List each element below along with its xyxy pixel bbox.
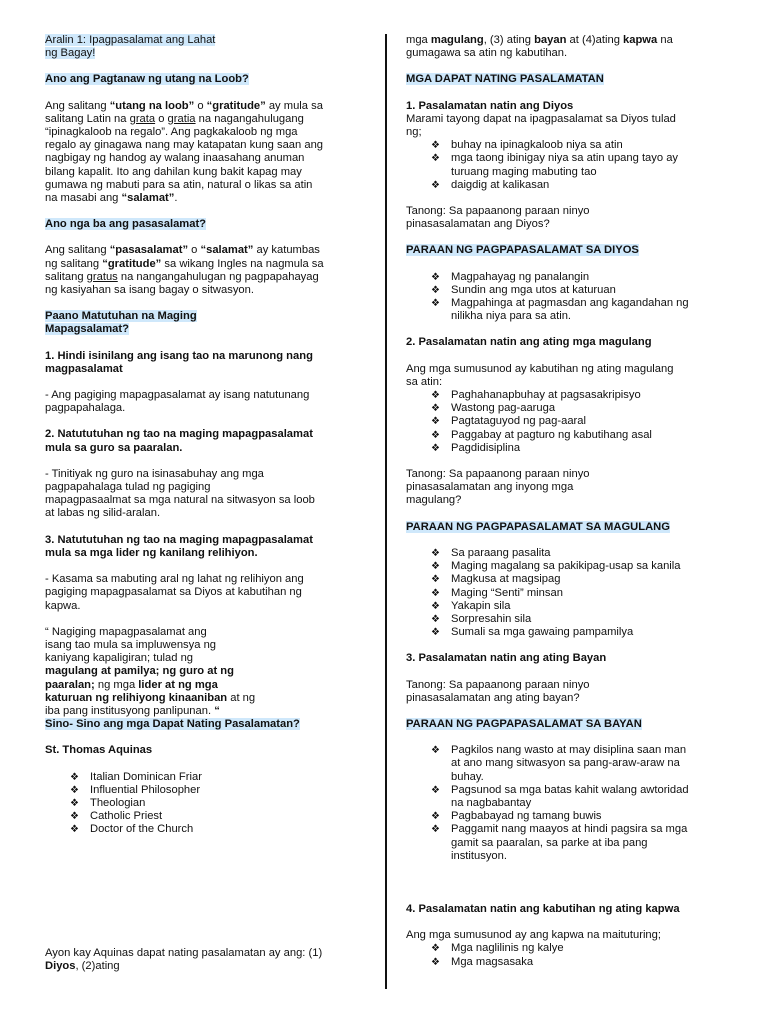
list-item: ❖ Influential Philosopher	[70, 783, 201, 796]
bullet-icon: ❖	[70, 784, 79, 796]
list-item: ❖ Paggamit nang maayos at hindi pagsira sa mga gamit sa paaralan, sa parke at iba pang institusyon.	[431, 823, 688, 862]
section-title: MGA DAPAT NATING PASALAMATAN	[406, 73, 604, 86]
list-item: ❖ Pagsunod sa mga batas kahit walang awtoridad na nagbabantay	[431, 783, 689, 809]
list-item: ❖ Magpahayag ng panalangin	[431, 270, 590, 283]
list-item: ❖ Italian Dominican Friar	[70, 770, 202, 783]
list-item: ❖ Magkusa at magsipag	[431, 573, 561, 586]
bullet-icon: ❖	[70, 811, 79, 823]
section-4-list	[406, 942, 728, 968]
bullet-icon: ❖	[431, 403, 440, 415]
paraan-magulang-title: PARAAN NG PAGPAPASALAMAT SA MAGULANG	[406, 520, 670, 533]
list-item: ❖ Pagbabayad ng tamang buwis	[431, 810, 602, 823]
list-item: ❖ Maging magalang sa pakikipag-usap sa kanila	[431, 560, 681, 573]
section-1-question: Tanong: Sa papaanong paraan ninyo	[406, 205, 590, 218]
list-item: ❖ Theologian	[70, 796, 146, 809]
bullet-icon: ❖	[431, 956, 440, 968]
continued-text-line-2: gumagawa sa atin ng kabutihan.	[406, 47, 568, 60]
list-item: ❖ Sa paraang pasalita	[431, 546, 551, 559]
paraan-bayan-list	[406, 744, 728, 863]
list-item: ❖ Mga naglilinis ng kalye	[431, 942, 564, 955]
list-item: ❖ mga taong ibinigay niya sa atin upang tayo ay turuang maging mabuting tao	[431, 152, 679, 178]
bullet-icon: ❖	[431, 561, 440, 573]
bullet-icon: ❖	[431, 600, 440, 612]
list-item: ❖ Paghahanapbuhay at pagsasakripisyo	[431, 389, 641, 402]
right-column: mga magulang, (3) ating bayan at (4)ating kapwa na gumagawa sa atin ng kabutihan. MGA DAPAT NATING PASALAMATAN 1. Pasalamatan natin ang Diyos Marami tayong dapat na ipagpasalamat sa Diyos tulad ng; ❖ buhay na ipinagkaloob niya sa atin ❖ mga taong ibinigay niya sa atin upang tayo ay turuang maging mabuting tao ❖ daigdig at kalikasan Tanong: Sa papaanong paraan ninyo pinasasalamatan ang Diyos? PARAAN NG PAGPAPASALAMAT SA DIYOS ❖ Magpahayag ng panalangin ❖ Sundin ang mga utos at katuruan ❖ Magpahinga at pagmasdan ang kagandahan ng nilikha niya para sa atin. 2. Pasalamatan natin ang ating mga magulang Ang mga sumusunod ay kabutihan ng ating magulang sa atin: ❖ Paghahanapbuhay at pagsasakripisyo ❖ Wastong pag-aaruga ❖ Pagtataguyod ng pag-aaral ❖ Paggabay at pagturo ng kabutihang asal ❖ Pagdidisiplina Tanong: Sa papaanong paraan ninyo pinasasalamatan ang inyong mga magulang? PARAAN NG PAGPAPASALAMAT SA MAGULANG ❖ Sa paraang pasalita ❖ Maging magalang sa pakikipag-usap sa kanila ❖ Magkusa at magsipag ❖ Maging “Senti” minsan ❖ Yakapin sila ❖ Sorpresahin sila ❖ Sumali sa mga gawaing pampamilya 3. Pasalamatan natin ang ating Bayan Tanong: Sa papaanong paraan ninyo pinasasalamatan ang ating bayan? PARAAN NG PAGPAPASALAMAT SA BAYAN ❖ Pagkilos nang wasto at may disiplina saan man at ano mang sitwasyon sa pang-araw-araw na buhay. ❖ Pagsunod sa mga batas kahit walang awtoridad na nagbabantay ❖ Pagbabayad ng tamang buwis ❖ Paggamit nang maayos at hindi pagsira sa mga gamit sa paaralan, sa parke at iba pang institusyon. 4. Pasalamatan natin ang kabutihan ng ating kapwa Ang mga sumusunod ay ang kapwa na maituturing; ❖ Mga naglilinis ng kalye ❖ Mga magsasaka	[406, 34, 728, 969]
section-1-heading: 1. Pasalamatan natin ang Diyos	[406, 99, 574, 112]
list-item: ❖ Paggabay at pagturo ng kabutihang asal	[431, 428, 652, 441]
bullet-icon: ❖	[431, 587, 440, 599]
quote-block: “ Nagiging mapagpasalamat ang isang tao mula sa impluwensya ng kaniyang kapaligiran; tulad ng magulang at pamilya; ng guro at ng paaralan; ng mga lider at ng mga katuruan ng relihiyong kinaaniban at ng iba pang institusyong panlipunan. “	[45, 625, 256, 717]
bullet-icon: ❖	[431, 140, 440, 152]
section-4-text: Ang mga sumusunod ay ang kapwa na maituturing;	[406, 929, 661, 942]
aquinas-heading: St. Thomas Aquinas	[45, 744, 153, 757]
list-item: ❖ daigdig at kalikasan	[431, 178, 550, 191]
point-2-text: - Tinitiyak ng guro na isinasabuhay ang mga	[45, 467, 264, 480]
list-item: ❖ Mga magsasaka	[431, 955, 534, 968]
aquinas-list	[45, 771, 365, 837]
point-1-heading: 1. Hindi isinilang ang isang tao na marunong nang	[45, 349, 313, 362]
paraan-diyos-list	[406, 271, 728, 324]
bottom-text-line-1: Ayon kay Aquinas dapat nating pasalamatan ay ang: (1)	[45, 946, 323, 959]
list-item: ❖ Sundin ang mga utos at katuruan	[431, 283, 616, 296]
list-item: ❖ buhay na ipinagkaloob niya sa atin	[431, 139, 623, 152]
continued-text-line-1: mga magulang, (3) ating bayan at (4)ating kapwa na	[406, 34, 673, 46]
list-item: ❖ Doctor of the Church	[70, 823, 194, 836]
bullet-icon: ❖	[431, 442, 440, 454]
column-divider	[385, 34, 387, 989]
section-1-list	[406, 139, 728, 192]
question-heading-2: Ano nga ba ang pasasalamat?	[45, 218, 207, 231]
list-item: ❖ Magpahinga at pagmasdan ang kagandahan ng nilikha niya para sa atin.	[431, 297, 689, 323]
list-item: ❖ Maging “Senti” minsan	[431, 586, 563, 599]
paragraph-pasasalamat: Ang salitang “pasasalamat” o “salamat” ay katumbas ng salitang “gratitude” sa wikang Ingles na nagmula sa salitang gratus na nangangahulugan ng pagpapahayag ng kasiyahan sa isang bagay o sitwasyon.	[45, 244, 324, 297]
list-item: ❖ Sumali sa mga gawaing pampamilya	[431, 626, 634, 639]
bullet-icon: ❖	[431, 784, 440, 796]
section-4-heading: 4. Pasalamatan natin ang kabutihan ng ating kapwa	[406, 902, 680, 915]
bullet-icon: ❖	[431, 153, 440, 165]
lesson-title-line-2: ng Bagay!	[45, 47, 96, 60]
question-heading-1: Ano ang Pagtanaw ng utang na Loob?	[45, 73, 249, 86]
bottom-text-line-2: Diyos, (2)ating	[45, 959, 120, 972]
list-item: ❖ Pagtataguyod ng pag-aaral	[431, 415, 586, 428]
point-2-heading: 2. Natututuhan ng tao na maging mapagpasalamat	[45, 428, 313, 441]
bullet-icon: ❖	[431, 298, 440, 310]
section-3-heading: 3. Pasalamatan natin ang ating Bayan	[406, 652, 607, 665]
list-item: ❖ Catholic Priest	[70, 810, 163, 823]
bullet-icon: ❖	[431, 943, 440, 955]
point-3-text: - Kasama sa mabuting aral ng lahat ng relihiyon ang	[45, 573, 304, 586]
bullet-icon: ❖	[431, 390, 440, 402]
section-2-heading: 2. Pasalamatan natin ang ating mga magulang	[406, 336, 652, 349]
bullet-icon: ❖	[431, 824, 440, 836]
bullet-icon: ❖	[431, 429, 440, 441]
section-2-list	[406, 389, 728, 455]
list-item: ❖ Yakapin sila	[431, 599, 511, 612]
paraan-bayan-title: PARAAN NG PAGPAPASALAMAT SA BAYAN	[406, 717, 642, 730]
bullet-icon: ❖	[431, 574, 440, 586]
bullet-icon: ❖	[431, 627, 440, 639]
list-item: ❖ Pagdidisiplina	[431, 441, 521, 454]
section-2-question: Tanong: Sa papaanong paraan ninyo	[406, 468, 590, 481]
section-3-question: Tanong: Sa papaanong paraan ninyo	[406, 678, 590, 691]
left-column: Aralin 1: Ipagpasalamat ang Lahat ng Bagay! Ano ang Pagtanaw ng utang na Loob? Ang salitang “utang na loob” o “gratitude” ay mula sa salitang Latin na grata o gratia na nagangahulugang “ipinagkaloob na regalo”. Ang pagkakaloob ng mga regalo ay ginagawa nang may katapatan kung saan ang nagbigay ng handog ay walang inaasahang anuman bilang kapalit. Ito ang dahilan kung bakit kapag may gumawa ng mabuti para sa atin, natural o likas sa atin na masabi ang “salamat”. Ano nga ba ang pasasalamat? Ang salitang “pasasalamat” o “salamat” ay katumbas ng salitang “gratitude” sa wikang Ingles na nagmula sa salitang gratus na nangangahulugan ng pagpapahayag ng kasiyahan sa isang bagay o sitwasyon. Paano Matutuhan na Maging Mapagsalamat? 1. Hindi isinilang ang isang tao na marunong nang magpasalamat - Ang pagiging mapagpasalamat ay isang natutunang pagpapahalaga. 2. Natututuhan ng tao na maging mapagpasalamat mula sa guro sa paaralan. - Tinitiyak ng guro na isinasabuhay ang mga pagpapahalaga tulad ng pagiging mapagpasaalmat sa mga natural na sitwasyon sa loob at labas ng silid-aralan. 3. Natututuhan ng tao na maging mapagpasalamat mula sa mga lider ng kanilang relihiyon. - Kasama sa mabuting aral ng lahat ng relihiyon ang pagiging mapagpasalamat sa Diyos at kabutihan ng kapwa. “ Nagiging mapagpasalamat ang isang tao mula sa impluwensya ng kaniyang kapaligiran; tulad ng magulang at pamilya; ng guro at ng paaralan; ng mga lider at ng mga katuruan ng relihiyong kinaaniban at ng iba pang institusyong panlipunan. “ Sino- Sino ang mga Dapat Nating Pasalamatan? St. Thomas Aquinas ❖ Italian Dominican Friar ❖ Influential Philosopher ❖ Theologian ❖ Catholic Priest ❖ Doctor of the Church Ayon kay Aquinas dapat nating pasalamatan ay ang: (1) Diyos, (2)ating	[45, 34, 365, 973]
bullet-icon: ❖	[70, 771, 79, 783]
paraan-diyos-title: PARAAN NG PAGPAPASALAMAT SA DIYOS	[406, 244, 639, 257]
paraan-magulang-list	[406, 547, 728, 639]
bullet-icon: ❖	[431, 547, 440, 559]
list-item: ❖ Sorpresahin sila	[431, 612, 532, 625]
question-heading-3b: Mapagsalamat?	[45, 323, 129, 336]
bullet-icon: ❖	[70, 797, 79, 809]
question-heading-4: Sino- Sino ang mga Dapat Nating Pasalamatan?	[45, 718, 300, 731]
bullet-icon: ❖	[431, 284, 440, 296]
bullet-icon: ❖	[431, 613, 440, 625]
list-item: ❖ Wastong pag-aaruga	[431, 402, 556, 415]
bullet-icon: ❖	[70, 824, 79, 836]
bullet-icon: ❖	[431, 416, 440, 428]
bullet-icon: ❖	[431, 745, 440, 757]
lesson-title-line-1: Aralin 1: Ipagpasalamat ang Lahat	[45, 34, 216, 46]
question-heading-3a: Paano Matutuhan na Maging	[45, 310, 197, 323]
bullet-icon: ❖	[431, 811, 440, 823]
point-1-text: - Ang pagiging mapagpasalamat ay isang natutunang	[45, 389, 310, 402]
list-item: ❖ Pagkilos nang wasto at may disiplina saan man at ano mang sitwasyon sa pang-araw-araw na buhay.	[431, 744, 687, 783]
paragraph-utang-na-loob: Ang salitang “utang na loob” o “gratitude” ay mula sa salitang Latin na grata o gratia na nagangahulugang “ipinagkaloob na regalo”. Ang pagkakaloob ng mga regalo ay ginagawa nang may katapatan kung saan ang nagbigay ng handog ay walang inaasahang anuman bilang kapalit. Ito ang dahilan kung bakit kapag may gumawa ng mabuti para sa atin, natural o likas sa atin na masabi ang “salamat”.	[45, 99, 324, 205]
bullet-icon: ❖	[431, 179, 440, 191]
bullet-icon: ❖	[431, 271, 440, 283]
point-3-heading: 3. Natututuhan ng tao na maging mapagpasalamat	[45, 533, 313, 546]
